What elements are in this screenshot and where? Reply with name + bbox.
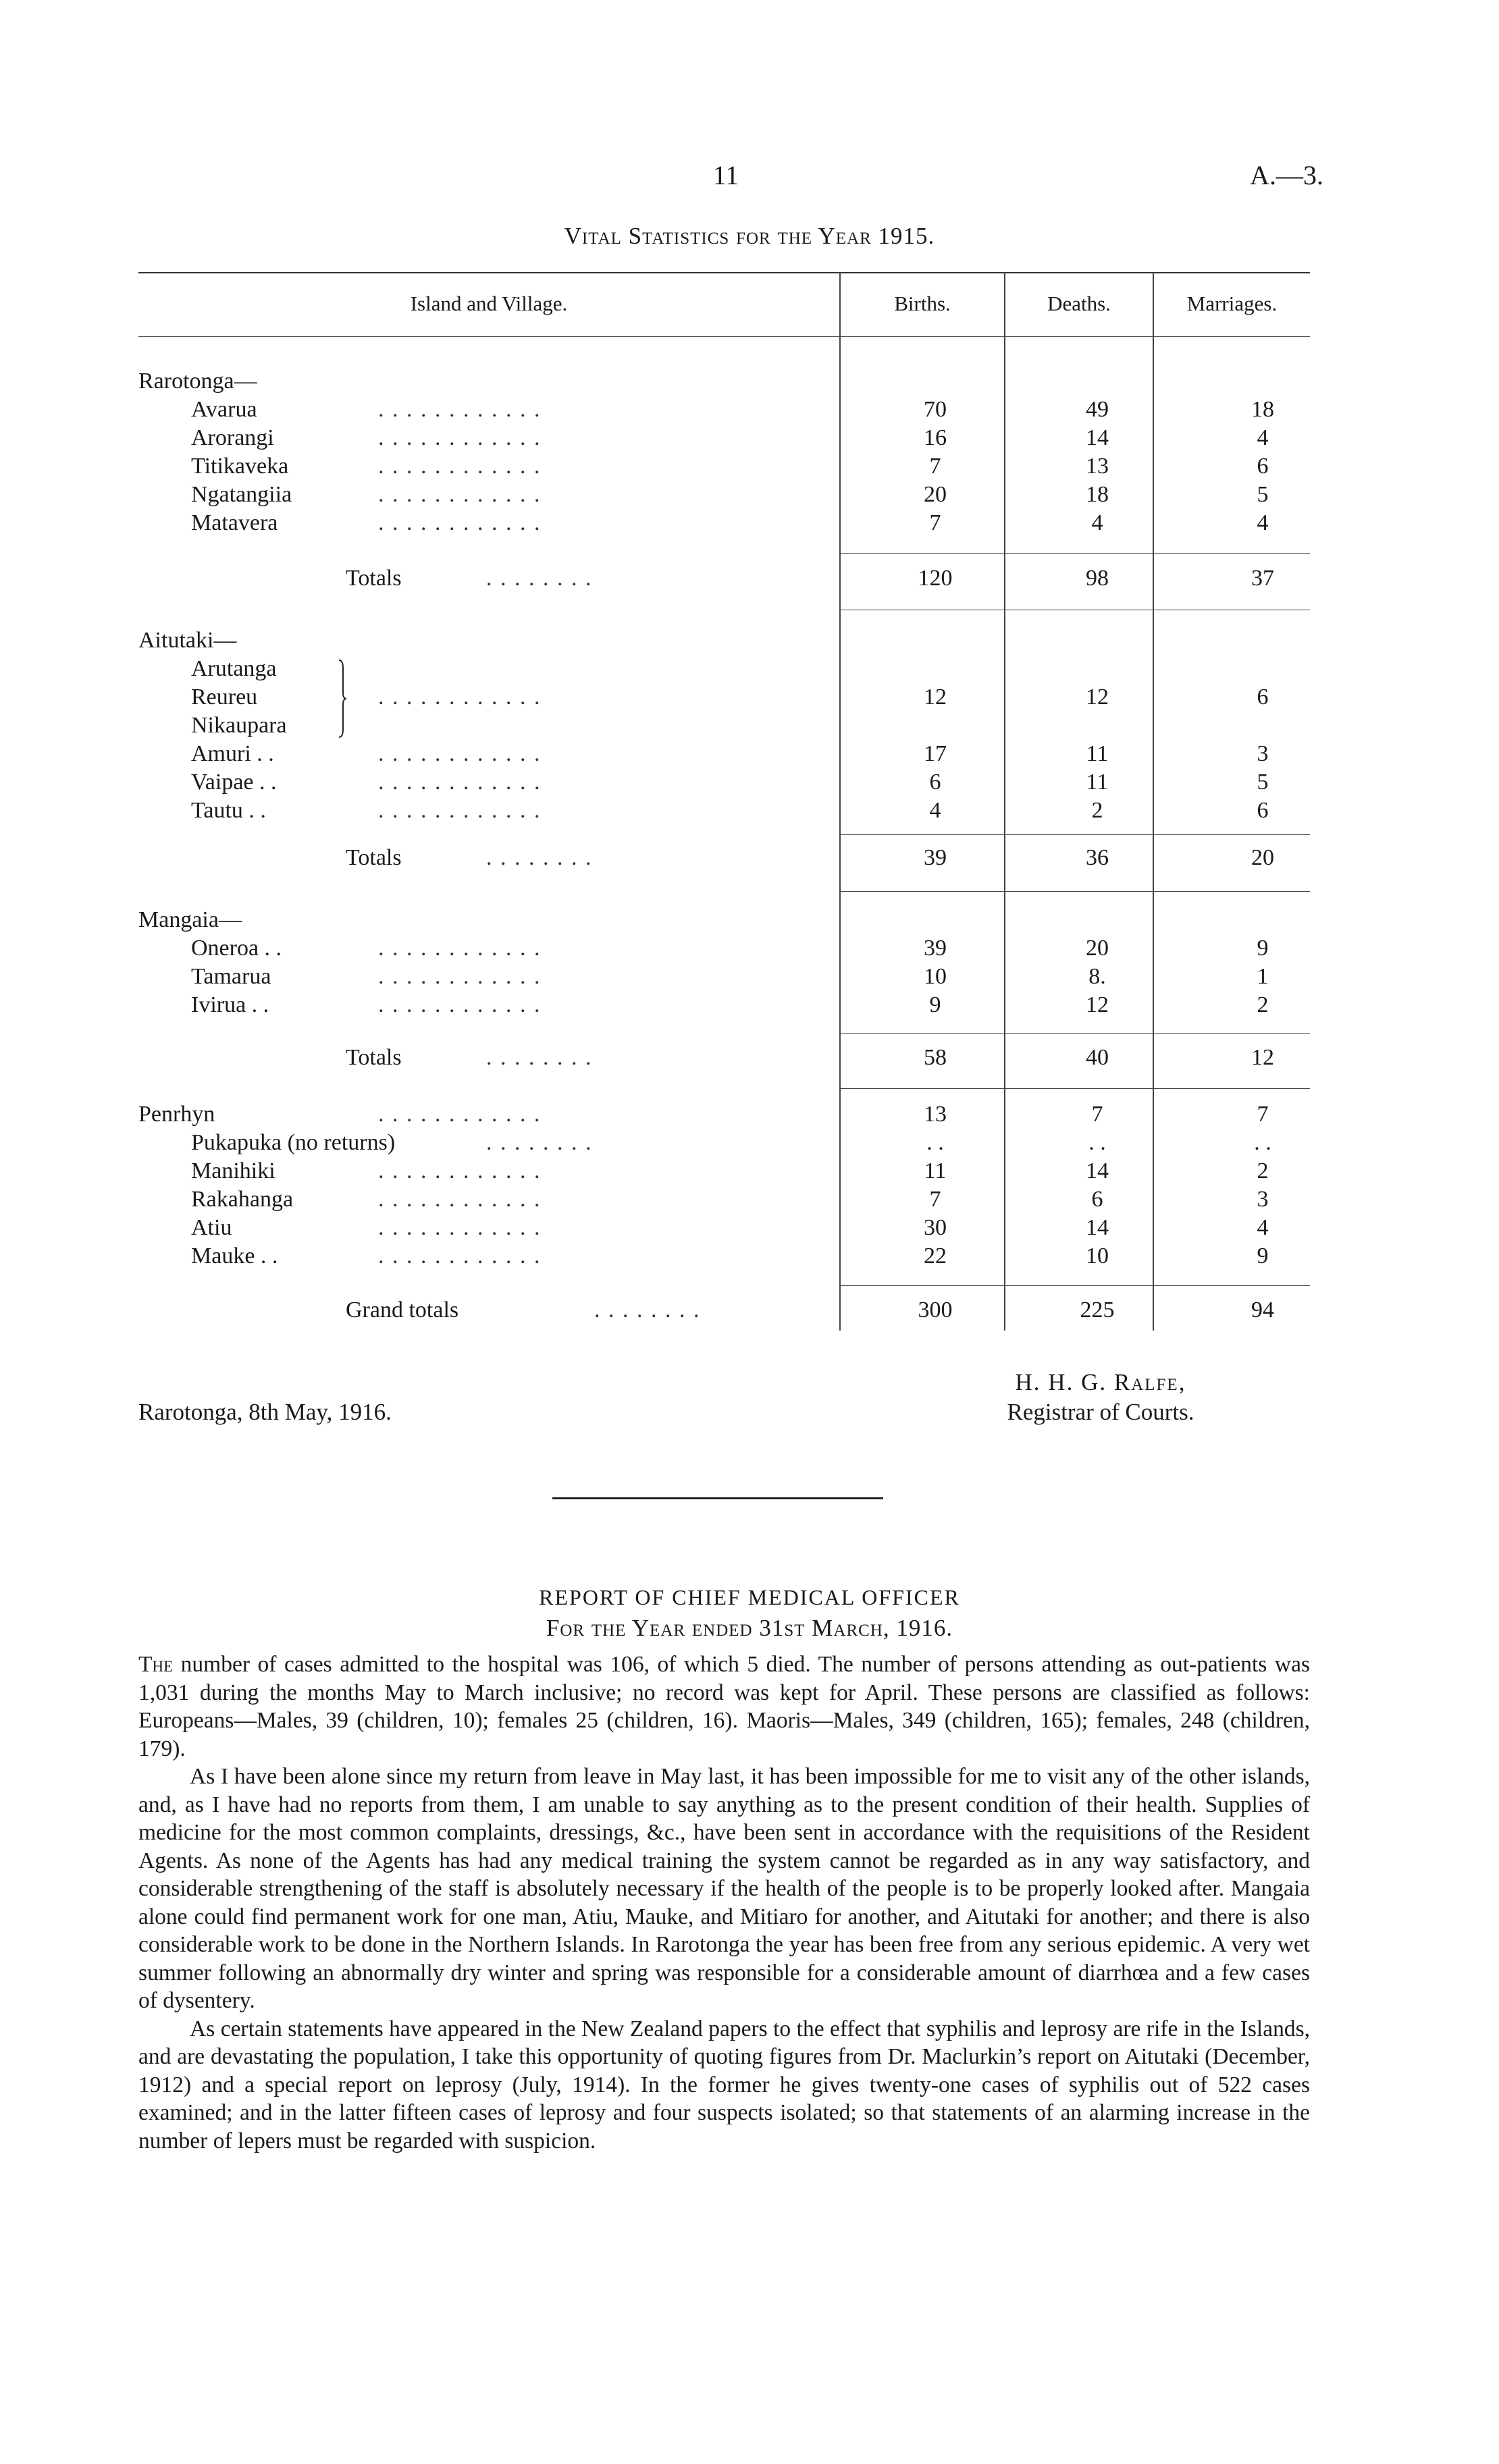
births-value: 7 [929,510,941,535]
marriages-value: 5 [1257,482,1269,507]
village-name: Reureu [191,685,258,709]
births-value: 70 [924,397,947,422]
marriages-value: 9 [1257,936,1269,961]
column-header-births: Births. [894,292,951,315]
report-title: REPORT OF CHIEF MEDICAL OFFICER [539,1585,960,1609]
deaths-value: 7 [1091,1102,1103,1127]
marriages-value: 5 [1257,770,1269,795]
births-value: 13 [924,1102,947,1127]
deaths-value: 6 [1091,1187,1103,1212]
subtotal-rule [839,891,1310,892]
leader-dots: . . . . . . . . . . . . [378,1158,542,1183]
marriages-total: 37 [1251,566,1274,591]
births-value: 17 [924,741,947,766]
births-value: 7 [929,454,941,479]
marriages-total: 20 [1251,845,1274,870]
island-name: Atiu [191,1215,232,1240]
marriages-value: 3 [1257,741,1269,766]
deaths-value: 14 [1086,425,1109,450]
marriages-value: 1 [1257,964,1269,989]
table-row [0,797,1499,825]
leader-dots: . . . . . . . . . . . . [378,425,542,450]
subtotal-rule [839,553,1310,554]
village-name: Arorangi [191,425,274,450]
births-value: 30 [924,1215,947,1240]
leader-dots: . . . . . . . . [486,845,593,870]
village-name: Amuri . . [191,741,274,766]
island-name: Mauke . . [191,1243,278,1268]
table-row [0,481,1499,509]
village-name: Oneroa . . [191,936,282,961]
births-total: 58 [924,1045,947,1070]
deaths-value: 11 [1086,741,1109,766]
deaths-value: 10 [1086,1243,1109,1268]
leader-dots: . . . . . . . . . . . . [378,741,542,766]
table-row [0,768,1499,797]
island-name: Penrhyn [138,1102,215,1127]
table-row [0,963,1499,991]
marriages-value: 7 [1257,1102,1269,1127]
village-name: Ngatangiia [191,482,292,507]
report-body [138,1651,1310,2155]
subtotal-rule [839,1285,1310,1286]
report-subtitle: For the Year ended 31st March, 1916. [546,1615,953,1641]
deaths-value: 13 [1086,454,1109,479]
table-header-rule [138,336,1310,337]
leader-dots: . . . . . . . . . . . . [378,454,542,479]
marriages-value: 6 [1257,454,1269,479]
subtotal-rule [839,834,1310,835]
signatory-name: H. H. G. Ralfe, [1015,1369,1186,1395]
marriages-grand-total: 94 [1251,1297,1274,1322]
births-value: 6 [929,770,941,795]
table-row [0,509,1499,537]
leader-dots: . . . . . . . . . . . . [378,482,542,507]
leader-dots: . . . . . . . . . . . . [378,936,542,961]
subtotal-rule [839,1088,1310,1089]
deaths-value: 14 [1086,1215,1109,1240]
village-name: Ivirua . . [191,992,269,1017]
totals-row [0,844,1499,872]
births-value: . . [926,1130,944,1155]
leader-dots: . . . . . . . . . . . . [378,964,542,989]
leader-dots: . . . . . . . . . . . . [378,1215,542,1240]
deaths-value: 12 [1086,685,1109,709]
column-header-deaths: Deaths. [1047,292,1111,315]
page-number: 11 [712,160,739,190]
marriages-value: 6 [1257,685,1269,709]
deaths-value: 11 [1086,770,1109,795]
births-value: 11 [924,1158,947,1183]
village-name: Vaipae . . [191,770,277,795]
marriages-value: 3 [1257,1187,1269,1212]
births-value: 39 [924,936,947,961]
births-value: 7 [929,1187,941,1212]
totals-row [0,564,1499,593]
leader-dots: . . . . . . . . [594,1297,701,1322]
deaths-total: 98 [1086,566,1109,591]
document-reference: A.—3. [1250,160,1323,190]
marriages-value: 2 [1257,992,1269,1017]
deaths-value: 18 [1086,482,1109,507]
column-header-marriages: Marriages. [1186,292,1278,315]
table-row [0,1185,1499,1214]
births-grand-total: 300 [918,1297,953,1322]
village-name: Arutanga [191,656,277,681]
leader-dots: . . . . . . . . . . . . [378,770,542,795]
marriages-value: . . [1254,1130,1271,1155]
births-total: 39 [924,845,947,870]
table-row [0,452,1499,481]
table-row [0,1242,1499,1270]
totals-label: Totals [346,845,402,870]
village-name: Tautu . . [191,798,266,823]
table-row [0,1157,1499,1185]
deaths-total: 40 [1086,1045,1109,1070]
grand-totals-label: Grand totals [346,1297,459,1322]
group-label-mangaia: Mangaia— [138,907,242,932]
births-value: 12 [924,685,947,709]
lead-word: The [138,1652,174,1677]
table-row [0,934,1499,963]
totals-row [0,1044,1499,1072]
table-row [0,1214,1499,1242]
marriages-value: 4 [1257,425,1269,450]
village-name: Avarua [191,397,257,422]
table-row [0,740,1499,768]
marriages-value: 4 [1257,510,1269,535]
subtotal-rule [839,1033,1310,1034]
place-date: Rarotonga, 8th May, 1916. [138,1399,392,1425]
table-row [0,396,1499,424]
island-name: Pukapuka (no returns) [191,1130,396,1155]
section-separator [552,1497,883,1499]
deaths-value: 2 [1091,798,1103,823]
report-paragraph: As certain statements have appeared in the New Zealand papers to the effect that syphilis and leprosy are rife in the Islands, and are devastating the population, I take this opportunity of quoting figures from Dr. Maclurkin’s report on Aitutaki (December, 1912) and a special report on leprosy (July, 1914). In the former he gives twenty-one cases of syphilis out of 522 cases examined; and in the latter fifteen cases of leprosy and four suspects isolated; so that statements of an alarming increase in the number of lepers must be regarded with suspicion. [138,2016,1310,2153]
deaths-value: 20 [1086,936,1109,961]
births-value: 10 [924,964,947,989]
marriages-total: 12 [1251,1045,1274,1070]
leader-dots: . . . . . . . . . . . . [378,1243,542,1268]
births-value: 4 [929,798,941,823]
bracket-values-row [0,683,1499,712]
leader-dots: . . . . . . . . [486,1045,593,1070]
totals-label: Totals [346,1045,402,1070]
leader-dots: . . . . . . . . [486,566,593,591]
group-label-rarotonga: Rarotonga— [138,369,257,394]
deaths-value: 14 [1086,1158,1109,1183]
deaths-value: 4 [1091,510,1103,535]
paragraph-text: number of cases admitted to the hospital was 106, of which 5 died. The number of persons attending as out-patients was 1,031 during the months May to March inclusive; no record was kept for April. These persons are classified as follows: Europeans—Males, 39 (children, 10); females 25 (children, 16). Maoris—Males, 349 (children, 165); females, 248 (children, 179). [138,1652,1310,1761]
table-row [0,1129,1499,1157]
report-paragraph [138,1651,1310,1763]
table-row [0,1100,1499,1129]
table-row [0,991,1499,1019]
leader-dots: . . . . . . . . . . . . [378,1187,542,1212]
leader-dots: . . . . . . . . [486,1130,593,1155]
leader-dots: . . . . . . . . . . . . [378,992,542,1017]
marriages-value: 9 [1257,1243,1269,1268]
deaths-total: 36 [1086,845,1109,870]
table-title: Vital Statistics for the Year 1915. [564,223,935,249]
leader-dots: . . . . . . . . . . . . [378,510,542,535]
village-name: Matavera [191,510,278,535]
leader-dots: . . . . . . . . . . . . [378,798,542,823]
island-name: Rakahanga [191,1187,294,1212]
table-row [0,424,1499,452]
signatory-title: Registrar of Courts. [1007,1399,1194,1425]
village-name: Nikaupara [191,713,287,738]
village-name: Titikaveka [191,454,289,479]
leader-dots: . . . . . . . . . . . . [378,397,542,422]
deaths-value: 12 [1086,992,1109,1017]
table-top-rule [138,272,1310,273]
births-total: 120 [918,566,953,591]
leader-dots: . . . . . . . . . . . . [378,685,542,709]
totals-label: Totals [346,566,402,591]
village-name: Tamarua [191,964,271,989]
grand-totals-row [0,1296,1499,1324]
births-value: 20 [924,482,947,507]
report-paragraph: As I have been alone since my return from leave in May last, it has been impossible for me to visit any of the other islands, and, as I have had no reports from them, I am unable to say anything as to the present condition of their health. Supplies of medicine for the most common complaints, dressings, &c., have been sent in accordance with the requisitions of the Resident Agents. As none of the Agents has had any medical training the system cannot be regarded as in any way satisfactory, and considerable strengthening of the staff is absolutely necessary if the health of the people is to be properly looked after. Mangaia alone could find permanent work for one man, Atiu, Mauke, and Mitiaro for another, and Aitutaki for another; and there is also considerable work to be done in the Northern Islands. In Rarotonga the year has been free from any serious epidemic. A very wet summer following an abnormally dry winter and spring was responsible for a considerable amount of diarrhœa and a few cases of dysentery. [138,1764,1310,2013]
marriages-value: 2 [1257,1158,1269,1183]
marriages-value: 6 [1257,798,1269,823]
island-name: Manihiki [191,1158,275,1183]
births-value: 9 [929,992,941,1017]
column-header-place: Island and Village. [410,292,568,315]
births-value: 16 [924,425,947,450]
marriages-value: 18 [1251,397,1274,422]
marriages-value: 4 [1257,1215,1269,1240]
deaths-grand-total: 225 [1080,1297,1115,1322]
deaths-value: 49 [1086,397,1109,422]
deaths-value: . . [1088,1130,1106,1155]
births-value: 22 [924,1243,947,1268]
group-label-aitutaki: Aitutaki— [138,628,237,653]
deaths-value: 8. [1088,964,1106,989]
leader-dots: . . . . . . . . . . . . [378,1102,542,1127]
